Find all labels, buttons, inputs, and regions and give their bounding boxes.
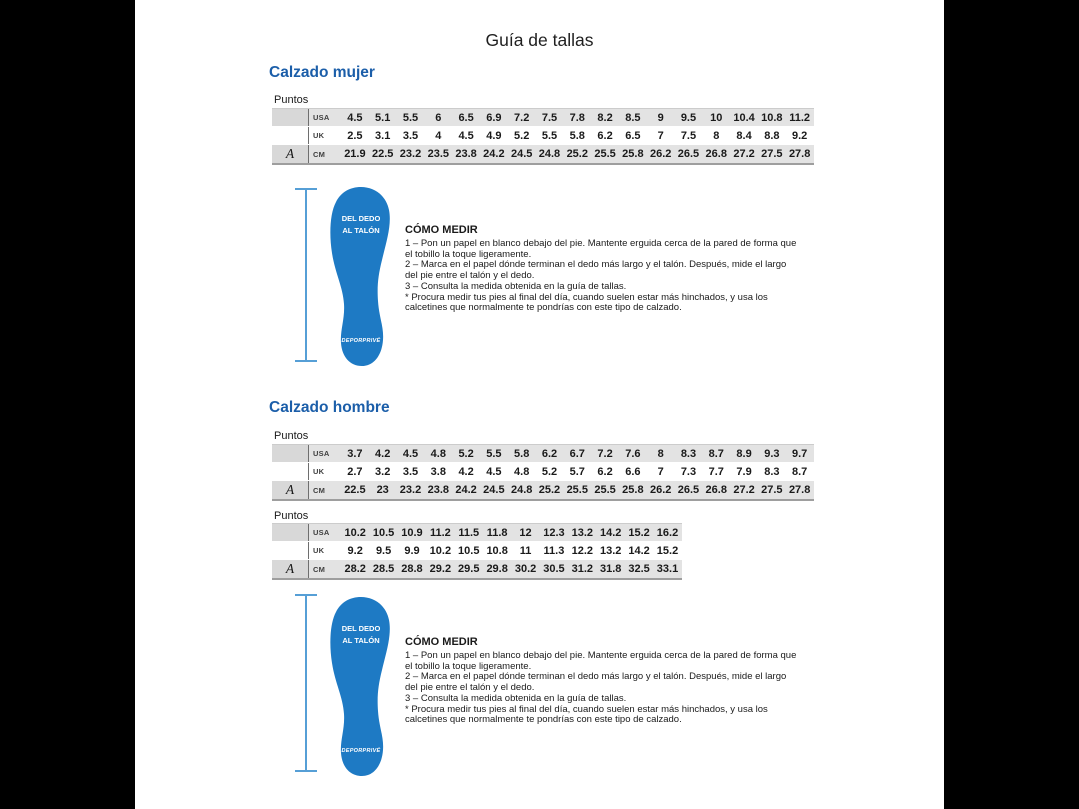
sole-label-line2: AL TALÓN <box>342 226 380 235</box>
size-value-cell: 4.2 <box>458 465 474 478</box>
size-value-cell: 26.8 <box>705 148 727 160</box>
size-value-cell: 27.8 <box>788 484 811 496</box>
size-value-cell: 5.7 <box>569 465 585 478</box>
measure-line <box>295 594 317 772</box>
size-value-cell: 4.5 <box>486 465 502 478</box>
size-value-cell: 27.5 <box>761 484 783 496</box>
size-value-cell: 7.6 <box>625 447 641 460</box>
size-value-cell: 5.2 <box>514 129 530 142</box>
size-guide-page <box>135 0 944 809</box>
size-value-cell: 5.2 <box>541 465 558 478</box>
size-value-cell: 31.8 <box>600 563 622 575</box>
size-value-cell: 14.2 <box>628 544 650 557</box>
size-value-cell: 31.2 <box>571 563 594 575</box>
table-corner-cell <box>272 445 309 462</box>
size-value-cell: 9 <box>657 111 664 124</box>
size-value-cell: 5.5 <box>486 447 502 460</box>
size-value-cell: 30.2 <box>514 563 537 575</box>
size-value-cell: 29.5 <box>458 563 480 575</box>
size-value-cell: 11 <box>519 544 532 557</box>
measure-line-bottom-cap <box>295 360 317 362</box>
row-label: CM <box>313 149 326 159</box>
size-value-cell: 25.5 <box>594 148 616 160</box>
size-value-cell: 12 <box>519 526 532 539</box>
size-value-cell: 24.5 <box>483 484 505 496</box>
size-value-cell: 2.5 <box>347 129 363 142</box>
row-label: USA <box>313 528 330 537</box>
table-row <box>272 560 682 578</box>
size-value-cell: 7.2 <box>597 447 613 460</box>
table-row <box>272 542 682 560</box>
size-value-cell: 11.2 <box>789 111 811 124</box>
size-value-cell: 26.2 <box>649 484 672 496</box>
points-label: Puntos <box>274 94 309 106</box>
size-value-cell: 10.8 <box>761 111 783 124</box>
table-corner-cell: A <box>272 481 309 499</box>
size-value-cell: 4.5 <box>402 447 419 460</box>
row-label: USA <box>313 449 330 458</box>
size-value-cell: 4.9 <box>486 129 502 142</box>
measure-step: * Procura medir tus pies al final del día, cuando suelen estar más hinchados, y usa los calcetines que normalmente te pondrías con este tipo de calzado. <box>405 291 768 314</box>
table-row <box>272 445 814 463</box>
size-value-cell: 11.8 <box>486 526 508 539</box>
size-value-cell: 23.2 <box>399 484 422 496</box>
size-value-cell: 4.2 <box>375 447 391 460</box>
table-row <box>272 481 814 499</box>
size-value-cell: 7.7 <box>708 465 724 478</box>
size-value-cell: 23.5 <box>427 148 449 160</box>
size-value-cell: 8.2 <box>597 111 613 124</box>
size-value-cell: 8.5 <box>625 111 641 124</box>
size-value-cell: 10.2 <box>344 526 366 539</box>
size-value-cell: 8.7 <box>792 465 808 478</box>
size-value-cell: 23.2 <box>399 148 422 160</box>
table-corner-cell: A <box>272 560 309 578</box>
row-label: CM <box>313 564 326 574</box>
size-value-cell: 6 <box>435 111 442 124</box>
men-size-table-large <box>272 523 682 580</box>
size-value-cell: 4.5 <box>347 111 363 124</box>
size-value-cell: 9.3 <box>764 447 780 460</box>
row-label: UK <box>313 467 325 476</box>
size-value-cell: 9.2 <box>792 129 808 142</box>
size-value-cell: 11.3 <box>543 544 565 557</box>
size-value-cell: 25.8 <box>622 484 644 496</box>
size-value-cell: 22.5 <box>371 148 394 160</box>
size-value-cell: 3.2 <box>375 465 391 478</box>
size-value-cell: 6.2 <box>541 447 558 460</box>
size-value-cell: 27.2 <box>733 484 755 496</box>
size-value-cell: 6.7 <box>569 447 585 460</box>
size-value-cell: 13.2 <box>600 544 622 557</box>
size-value-cell: 15.2 <box>656 544 679 557</box>
row-label: UK <box>313 131 325 140</box>
points-label: Puntos <box>274 510 309 522</box>
size-value-cell: 25.2 <box>538 484 561 496</box>
how-to-measure-steps <box>405 651 799 726</box>
size-value-cell: 8.4 <box>736 129 752 142</box>
size-value-cell: 10.8 <box>486 544 508 557</box>
size-value-cell: 6.5 <box>625 129 641 142</box>
size-value-cell: 24.2 <box>455 484 477 496</box>
table-corner-cell <box>272 524 309 541</box>
size-value-cell: 7.8 <box>569 111 585 124</box>
size-value-cell: 26.8 <box>705 484 727 496</box>
size-value-cell: 7.9 <box>736 465 752 478</box>
how-to-measure-title: CÓMO MEDIR <box>405 224 478 236</box>
size-value-cell: 33.1 <box>656 563 679 575</box>
size-value-cell: 4.8 <box>430 447 446 460</box>
size-value-cell: 5.8 <box>569 129 585 142</box>
size-value-cell: 12.3 <box>543 526 565 539</box>
size-value-cell: 9.5 <box>375 544 392 557</box>
size-value-cell: 7.5 <box>541 111 558 124</box>
size-value-cell: 10.4 <box>733 111 755 124</box>
row-label: CM <box>313 485 326 495</box>
measure-line-stem <box>305 189 307 361</box>
size-value-cell: 7 <box>657 129 664 142</box>
table-corner-cell: A <box>272 145 309 163</box>
size-value-cell: 3.5 <box>402 129 419 142</box>
size-value-cell: 6.9 <box>486 111 502 124</box>
size-value-cell: 25.5 <box>566 484 588 496</box>
size-value-cell: 6.5 <box>458 111 474 124</box>
size-value-cell: 24.8 <box>538 148 561 160</box>
row-label: USA <box>313 113 330 122</box>
table-row <box>272 145 814 163</box>
size-value-cell: 25.8 <box>622 148 644 160</box>
size-value-cell: 25.2 <box>566 148 588 160</box>
size-value-cell: 3.8 <box>430 465 446 478</box>
size-value-cell: 16.2 <box>656 526 679 539</box>
size-value-cell: 7 <box>657 465 664 478</box>
measure-line-stem <box>305 595 307 771</box>
table-corner-cell <box>272 127 309 144</box>
size-value-cell: 27.5 <box>761 148 783 160</box>
sole-label-line2: AL TALÓN <box>342 636 380 645</box>
size-value-cell: 32.5 <box>628 563 650 575</box>
size-value-cell: 8.7 <box>708 447 724 460</box>
how-to-measure-block <box>405 223 799 314</box>
size-value-cell: 27.8 <box>788 148 811 160</box>
measure-step: 3 – Consulta la medida obtenida en la guía de tallas. <box>405 692 627 704</box>
size-value-cell: 5.5 <box>402 111 419 124</box>
size-value-cell: 8 <box>657 447 664 460</box>
size-value-cell: 15.2 <box>628 526 650 539</box>
size-value-cell: 26.5 <box>677 148 700 160</box>
measure-step: 2 – Marca en el papel dónde terminan el dedo más largo y el talón. Después, mide el largo del pie entre el talón y el dedo. <box>405 259 787 282</box>
brand-label: DEPORPRIVÉ <box>341 338 381 344</box>
size-value-cell: 9.9 <box>404 544 420 557</box>
measure-step: 1 – Pon un papel en blanco debajo del pie. Mantente erguida cerca de la pared de forma que el tobillo la toque ligeramente. <box>405 238 797 260</box>
size-value-cell: 7.5 <box>680 129 697 142</box>
size-value-cell: 4 <box>435 129 442 142</box>
size-value-cell: 23.8 <box>427 484 449 496</box>
size-value-cell: 13.2 <box>571 526 594 539</box>
sole-label-line1: DEL DEDO <box>341 214 381 223</box>
section-heading-women: Calzado mujer <box>269 64 375 81</box>
section-heading-men: Calzado hombre <box>269 399 390 416</box>
size-value-cell: 5.8 <box>514 447 530 460</box>
size-value-cell: 28.8 <box>401 563 423 575</box>
points-label: Puntos <box>274 430 309 442</box>
measure-line-bottom-cap <box>295 770 317 772</box>
size-value-cell: 9.7 <box>792 447 808 460</box>
size-value-cell: 9.5 <box>680 111 697 124</box>
size-value-cell: 25.5 <box>594 484 616 496</box>
size-value-cell: 5.1 <box>375 111 391 124</box>
table-corner-cell <box>272 109 309 126</box>
table-corner-cell <box>272 463 309 480</box>
measure-step: 3 – Consulta la medida obtenida en la guía de tallas. <box>405 280 627 292</box>
sole-label-line1: DEL DEDO <box>341 624 381 633</box>
size-value-cell: 8.9 <box>736 447 752 460</box>
size-value-cell: 10.9 <box>401 526 423 539</box>
size-value-cell: 23 <box>376 484 389 496</box>
size-value-cell: 6.6 <box>625 465 641 478</box>
size-value-cell: 10.5 <box>372 526 395 539</box>
table-corner-cell <box>272 542 309 559</box>
size-value-cell: 14.2 <box>600 526 622 539</box>
measure-step: * Procura medir tus pies al final del día, cuando suelen estar más hinchados, y usa los calcetines que normalmente te pondrías con este tipo de calzado. <box>405 703 768 726</box>
size-value-cell: 11.2 <box>429 526 451 539</box>
size-value-cell: 10 <box>710 111 723 124</box>
size-value-cell: 6.2 <box>597 129 613 142</box>
size-value-cell: 24.8 <box>510 484 533 496</box>
size-value-cell: 3.5 <box>402 465 419 478</box>
size-value-cell: 7.2 <box>514 111 530 124</box>
shoe-sole-icon <box>328 596 394 777</box>
size-value-cell: 22.5 <box>344 484 366 496</box>
size-value-cell: 29.2 <box>429 563 452 575</box>
size-value-cell: 12.2 <box>571 544 594 557</box>
size-value-cell: 2.7 <box>347 465 363 478</box>
how-to-measure-block <box>405 635 799 726</box>
size-value-cell: 10.5 <box>458 544 480 557</box>
row-label: UK <box>313 546 325 555</box>
size-value-cell: 28.5 <box>372 563 395 575</box>
size-value-cell: 23.8 <box>455 148 477 160</box>
shoe-sole-icon <box>328 186 394 367</box>
how-to-measure-title: CÓMO MEDIR <box>405 636 478 648</box>
size-value-cell: 26.5 <box>677 484 700 496</box>
measure-step: 2 – Marca en el papel dónde terminan el dedo más largo y el talón. Después, mide el largo del pie entre el talón y el dedo. <box>405 671 787 694</box>
size-value-cell: 29.8 <box>486 563 508 575</box>
size-value-cell: 24.5 <box>510 148 533 160</box>
size-value-cell: 24.2 <box>483 148 505 160</box>
size-value-cell: 8.3 <box>680 447 697 460</box>
size-value-cell: 28.2 <box>344 563 366 575</box>
table-row <box>272 524 682 542</box>
size-value-cell: 8.3 <box>764 465 780 478</box>
size-value-cell: 4.8 <box>514 465 530 478</box>
measure-line <box>295 188 317 362</box>
size-value-cell: 9.2 <box>347 544 363 557</box>
size-value-cell: 27.2 <box>733 148 755 160</box>
page-title: Guía de tallas <box>485 30 594 50</box>
size-value-cell: 11.5 <box>458 526 480 539</box>
size-value-cell: 6.2 <box>597 465 613 478</box>
size-value-cell: 8 <box>713 129 720 142</box>
size-value-cell: 8.8 <box>764 129 780 142</box>
table-row <box>272 127 814 145</box>
size-value-cell: 21.9 <box>344 148 366 160</box>
size-value-cell: 10.2 <box>429 544 452 557</box>
size-value-cell: 4.5 <box>458 129 474 142</box>
brand-label: DEPORPRIVÉ <box>341 748 381 754</box>
women-size-table <box>272 108 814 165</box>
how-to-measure-steps <box>405 239 799 314</box>
size-value-cell: 5.2 <box>458 447 474 460</box>
table-row <box>272 109 814 127</box>
size-value-cell: 3.7 <box>347 447 363 460</box>
table-row <box>272 463 814 481</box>
men-size-table-small <box>272 444 814 501</box>
size-value-cell: 5.5 <box>541 129 558 142</box>
size-value-cell: 30.5 <box>543 563 565 575</box>
size-value-cell: 7.3 <box>680 465 697 478</box>
size-value-cell: 26.2 <box>649 148 672 160</box>
size-value-cell: 3.1 <box>375 129 391 142</box>
measure-step: 1 – Pon un papel en blanco debajo del pie. Mantente erguida cerca de la pared de forma que el tobillo la toque ligeramente. <box>405 650 797 672</box>
